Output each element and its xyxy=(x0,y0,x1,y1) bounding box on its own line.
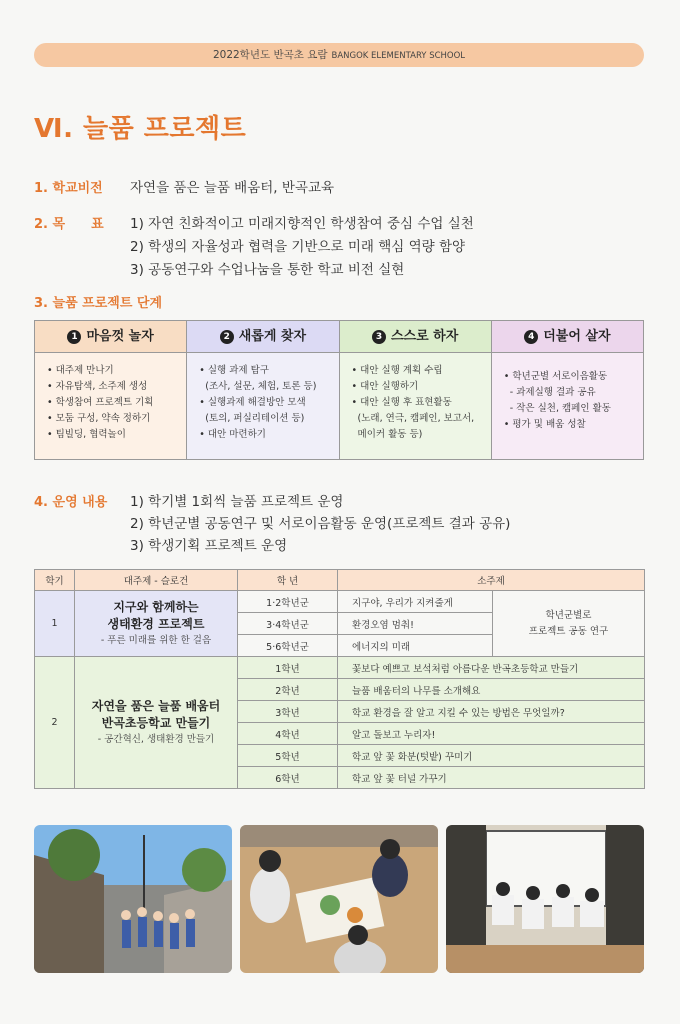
stage-body xyxy=(187,353,338,459)
grade-cell: 5·6학년군 xyxy=(238,635,338,657)
stage-number-badge: 1 xyxy=(67,330,81,344)
stage-column xyxy=(187,321,339,459)
stage-list-item: • 대안 실행 계획 수립 xyxy=(351,365,443,376)
stage-list-item: • 대주제 만나기 xyxy=(47,365,114,376)
stage-list-item: • 학생참여 프로젝트 기획 xyxy=(47,397,154,408)
theme-slogan: - 푸른 미래를 위한 한 걸음 xyxy=(100,635,212,646)
vision-label: 1. 학교비전 xyxy=(34,181,103,196)
stage-body xyxy=(35,353,186,459)
stage-list-item: • 대안 마련하기 xyxy=(199,429,266,440)
grade-cell: 5학년 xyxy=(238,745,338,767)
stage-list-item: • 팀빌딩, 협력놀이 xyxy=(47,429,126,440)
stage-list-item: • 대안 실행하기 xyxy=(351,381,419,392)
stage-list-item: (토의, 퍼실리테이션 등) xyxy=(199,413,305,424)
operation-item: 2) 학년군별 공동연구 및 서로이음활동 운영(프로젝트 결과 공유) xyxy=(130,516,511,532)
stage-list-item: • 자유탐색, 소주제 생성 xyxy=(47,381,148,392)
stage-title: 마음껏 놀자 xyxy=(86,329,154,344)
stage-title: 새롭게 찾자 xyxy=(238,329,307,344)
stage-number-badge: 2 xyxy=(220,330,234,344)
stage-list-item: 메이커 활동 등) xyxy=(351,429,423,440)
photo-poster-display xyxy=(446,825,644,973)
topic-cell: 환경오염 멈춰! xyxy=(338,613,493,635)
operation-table xyxy=(34,569,645,789)
stage-list-item: • 대안 실행 후 표현활동 xyxy=(351,397,452,408)
topic-cell: 학교 앞 꽃 터널 가꾸기 xyxy=(338,767,645,789)
photo-classroom-drawing xyxy=(240,825,438,973)
stage-list-item: (조사, 설문, 체험, 토론 등) xyxy=(199,381,317,392)
stage-title: 스스로 하자 xyxy=(390,329,459,344)
stage-header xyxy=(35,321,186,353)
stage-list-item: - 과제실행 결과 공유 xyxy=(503,387,596,398)
col-header-grade: 학 년 xyxy=(238,570,338,591)
stage-column xyxy=(492,321,643,459)
stage-list-item: • 실행 과제 탐구 xyxy=(199,365,269,376)
stage-number-badge: 3 xyxy=(372,330,386,344)
theme-cell xyxy=(75,591,238,657)
grade-cell: 2학년 xyxy=(238,679,338,701)
photo-street-walk xyxy=(34,825,232,973)
term-cell: 1 xyxy=(35,591,75,657)
goal-item: 2) 학생의 자율성과 협력을 기반으로 미래 핵심 역량 함양 xyxy=(130,239,466,255)
theme-slogan: - 공간혁신, 생태환경 만들기 xyxy=(97,734,215,745)
stages-table xyxy=(34,320,644,460)
stage-header xyxy=(492,321,643,353)
grade-cell: 1·2학년군 xyxy=(238,591,338,613)
operation-item: 3) 학생기획 프로젝트 운영 xyxy=(130,538,288,554)
stage-list-item: • 모둠 구성, 약속 정하기 xyxy=(47,413,151,424)
chapter-title: Ⅵ. 늘품 프로젝트 xyxy=(34,114,247,144)
stage-column xyxy=(340,321,492,459)
goals-label: 2. 목 표 xyxy=(34,217,104,232)
stage-list-item: (노래, 연극, 캠페인, 보고서, xyxy=(351,413,475,424)
theme-title: 반곡초등학교 만들기 xyxy=(101,716,211,730)
note-cell xyxy=(493,591,645,657)
term-cell: 2 xyxy=(35,657,75,789)
col-header-theme: 대주제 - 슬로건 xyxy=(75,570,238,591)
page-header xyxy=(34,43,644,67)
stage-number-badge: 4 xyxy=(524,330,538,344)
stages-label: 3. 늘품 프로젝트 단계 xyxy=(34,296,163,311)
stage-list-item: • 실행과제 해결방안 모색 xyxy=(199,397,306,408)
stage-body xyxy=(492,353,643,459)
topic-cell: 학교 환경을 잘 알고 지킬 수 있는 방법은 무엇일까? xyxy=(338,701,645,723)
stage-title: 더불어 살자 xyxy=(543,329,611,344)
topic-cell: 꽃보다 예쁘고 보석처럼 아름다운 반곡초등학교 만들기 xyxy=(338,657,645,679)
theme-title: 지구와 함께하는 xyxy=(113,600,199,614)
topic-cell: 에너지의 미래 xyxy=(338,635,493,657)
stage-column xyxy=(35,321,187,459)
theme-cell xyxy=(75,657,238,789)
topic-cell: 알고 돌보고 누리자! xyxy=(338,723,645,745)
stage-list-item: - 작은 실천, 캠페인 활동 xyxy=(503,403,611,414)
stage-header xyxy=(340,321,491,353)
header-school: BANGOK ELEMENTARY SCHOOL xyxy=(331,51,466,61)
grade-cell: 6학년 xyxy=(238,767,338,789)
topic-cell: 학교 앞 꽃 화분(텃밭) 꾸미기 xyxy=(338,745,645,767)
operation-label: 4. 운영 내용 xyxy=(34,495,108,510)
theme-title: 생태환경 프로젝트 xyxy=(107,617,205,631)
grade-cell: 3·4학년군 xyxy=(238,613,338,635)
grade-cell: 4학년 xyxy=(238,723,338,745)
stage-header xyxy=(187,321,338,353)
stage-list-item: • 학년군별 서로이음활동 xyxy=(503,371,608,382)
topic-cell: 지구야, 우리가 지켜줄게 xyxy=(338,591,493,613)
note-line: 프로젝트 공동 연구 xyxy=(528,625,609,637)
stage-list-item: • 평가 및 배움 성찰 xyxy=(503,419,586,430)
grade-cell: 1학년 xyxy=(238,657,338,679)
col-header-topic: 소주제 xyxy=(338,570,645,591)
stage-body xyxy=(340,353,491,459)
operation-item: 1) 학기별 1회씩 늘품 프로젝트 운영 xyxy=(130,494,344,510)
col-header-term: 학기 xyxy=(35,570,75,591)
goal-item: 3) 공동연구와 수업나눔을 통한 학교 비전 실현 xyxy=(130,262,405,278)
header-title: 2022학년도 반곡초 요람 xyxy=(212,49,328,61)
theme-title: 자연을 품은 늘품 배움터 xyxy=(91,699,221,713)
grade-cell: 3학년 xyxy=(238,701,338,723)
vision-text: 자연을 품은 늘품 배움터, 반곡교육 xyxy=(130,180,335,196)
topic-cell: 늘품 배움터의 나무를 소개해요 xyxy=(338,679,645,701)
note-line: 학년군별로 xyxy=(545,609,592,621)
goal-item: 1) 자연 친화적이고 미래지향적인 학생참여 중심 수업 실천 xyxy=(130,216,474,232)
